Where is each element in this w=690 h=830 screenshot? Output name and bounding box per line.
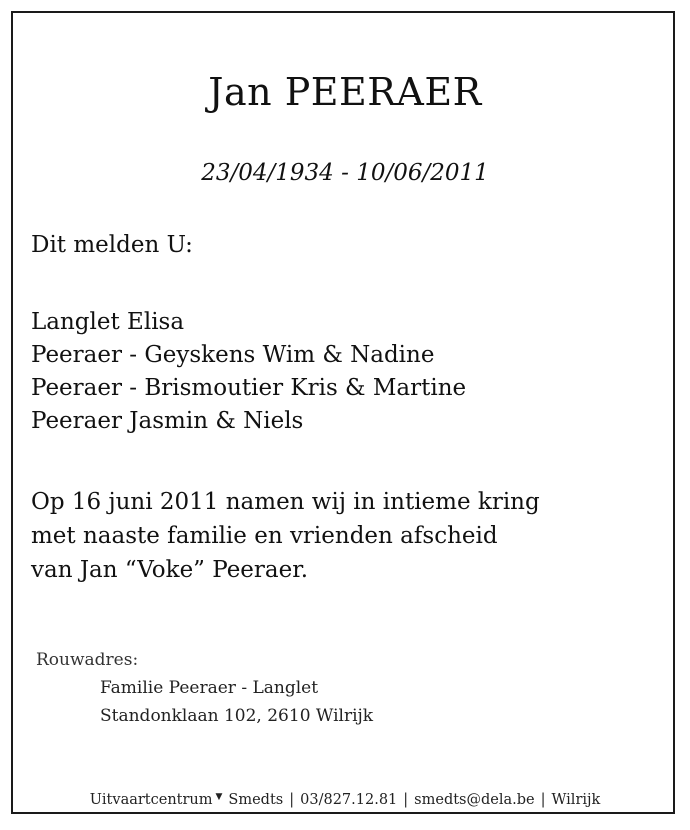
family-member: Peeraer - Brismoutier Kris & Martine [31, 375, 467, 401]
footer-separator: | [540, 792, 546, 808]
life-dates: 23/04/1934 - 10/06/2011 [201, 160, 489, 186]
announcement-line: Dit melden U: [31, 232, 193, 258]
footer-separator: | [289, 792, 295, 808]
family-list [31, 306, 466, 438]
footer-email: smedts@dela.be [414, 792, 535, 808]
deceased-name: Jan PEERAER [208, 70, 482, 114]
rouwadres-address [100, 674, 373, 730]
rouwadres-line-street: Standonklaan 102, 2610 Wilrijk [100, 706, 374, 726]
message-line: met naaste familie en vrienden afscheid [31, 523, 498, 549]
footer-separator: | [403, 792, 409, 808]
farewell-message [31, 485, 540, 587]
rouwadres-line-family: Familie Peeraer - Langlet [100, 678, 319, 698]
footer-company: Uitvaartcentrum [89, 792, 213, 808]
message-line: Op 16 juni 2011 namen wij in intieme kring [31, 489, 540, 515]
family-member: Langlet Elisa [31, 309, 185, 335]
triangle-down-icon: ▼ [215, 792, 223, 802]
footer-funeral-home: Smedts [228, 792, 284, 808]
footer-bar [0, 786, 690, 811]
footer-city: Wilrijk [551, 792, 601, 808]
footer-phone: 03/827.12.81 [300, 792, 398, 808]
family-member: Peeraer Jasmin & Niels [31, 408, 304, 434]
message-line: van Jan “Voke” Peeraer. [31, 557, 309, 583]
rouwadres-label: Rouwadres: [36, 650, 139, 670]
family-member: Peeraer - Geyskens Wim & Nadine [31, 342, 435, 368]
